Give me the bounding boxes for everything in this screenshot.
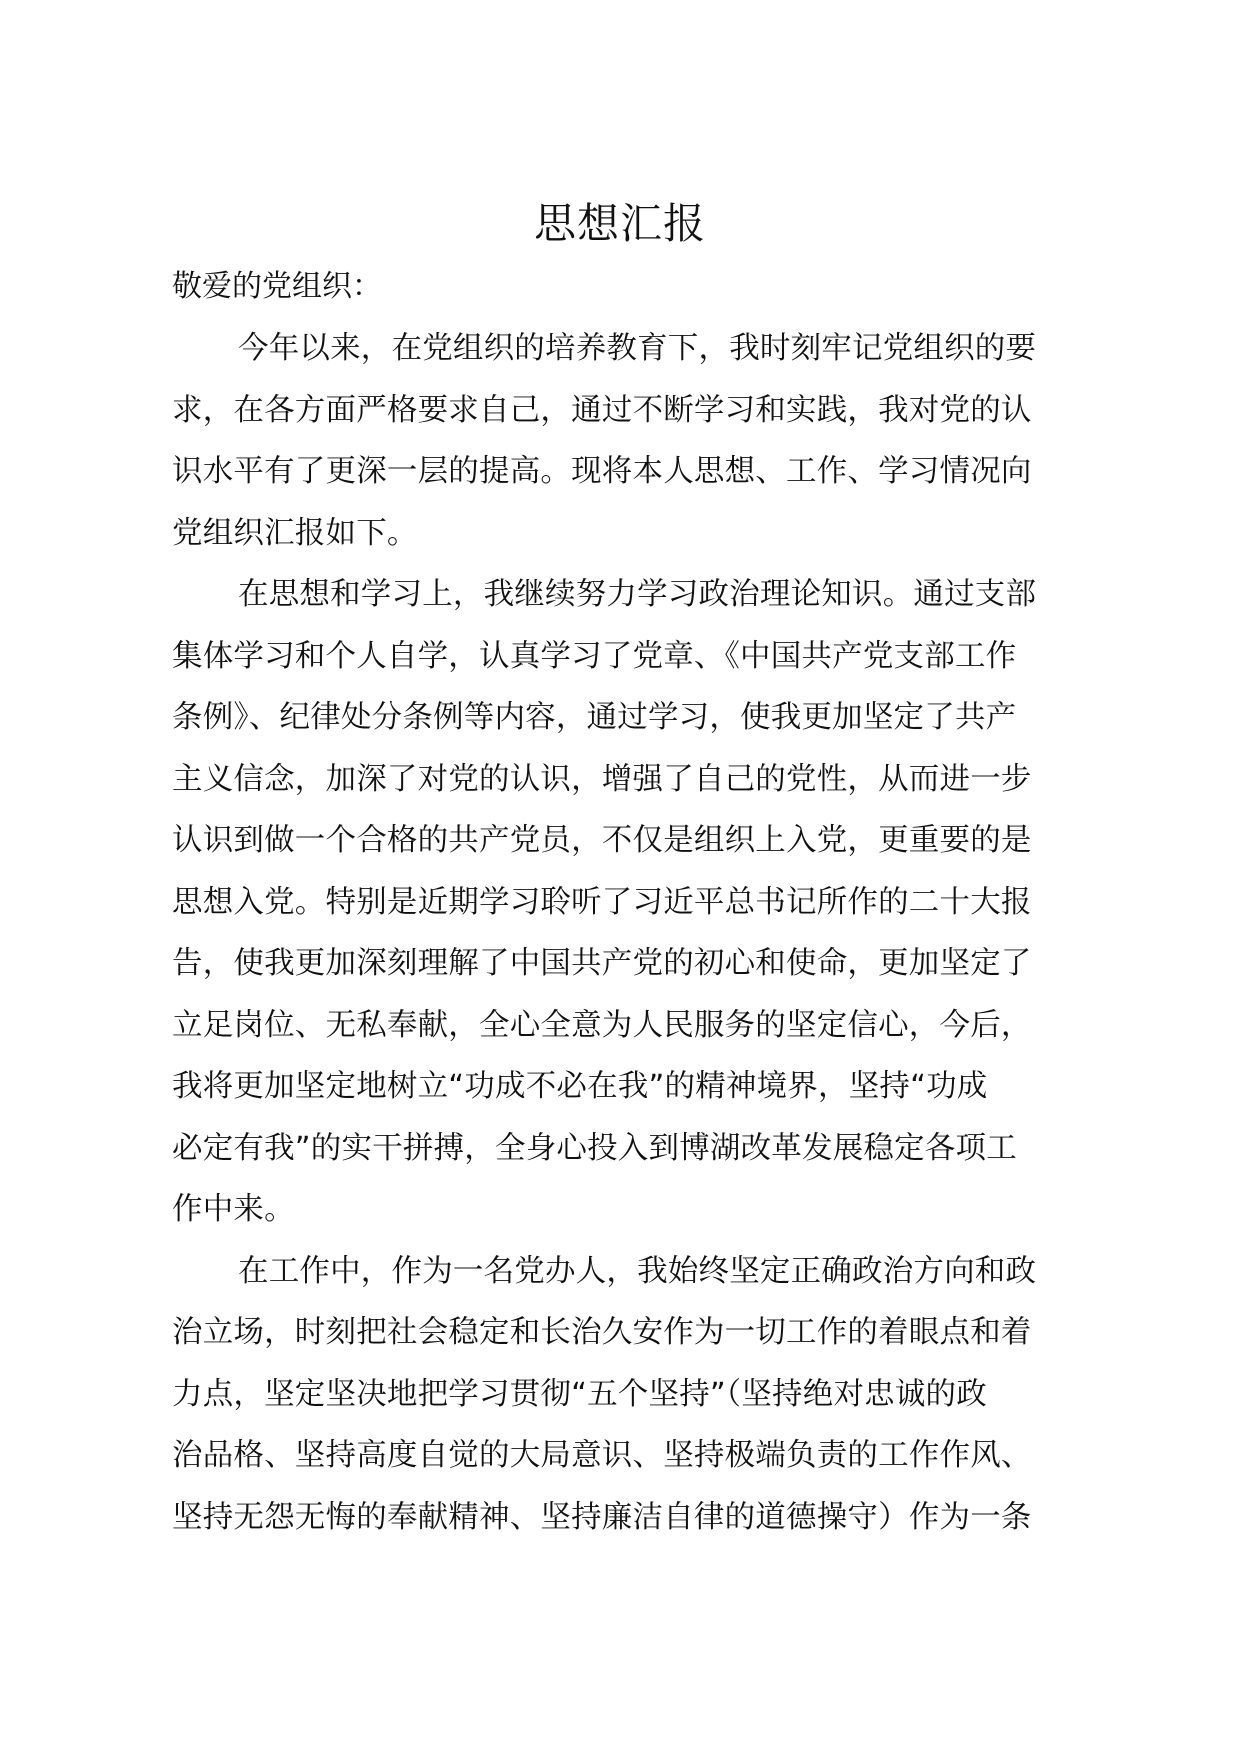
document-body — [172, 318, 1082, 1548]
body-line: 思想入党。特别是近期学习聆听了习近平总书记所作的二十大报 — [172, 884, 1032, 920]
body-line: 条例》、纪律处分条例等内容，通过学习，使我更加坚定了共产 — [172, 700, 1017, 735]
body-line: 我将更加坚定地树立“功成不必在我”的精神境界，坚持“功成 — [172, 1069, 988, 1104]
body-line: 力点，坚定坚决地把学习贯彻“五个坚持”（坚持绝对忠诚的政 — [172, 1376, 987, 1412]
body-line: 在工作中，作为一名党办人，我始终坚定正确政治方向和政 — [238, 1253, 1037, 1289]
body-line: 治立场，时刻把社会稳定和长治久安作为一切工作的着眼点和着 — [172, 1315, 1032, 1350]
body-line: 作中来。 — [172, 1192, 295, 1227]
body-line: 坚持无怨无悔的奉献精神、坚持廉洁自律的道德操守）作为一条 — [172, 1499, 1032, 1535]
body-line: 认识到做一个合格的共产党员，不仅是组织上入党，更重要的是 — [172, 823, 1032, 858]
body-line: 治品格、坚持高度自觉的大局意识、坚持极端负责的工作作风、 — [172, 1438, 1032, 1473]
body-line: 在思想和学习上，我继续努力学习政治理论知识。通过支部 — [238, 577, 1037, 612]
body-line: 告，使我更加深刻理解了中国共产党的初心和使命，更加坚定了 — [172, 946, 1032, 981]
body-line: 今年以来，在党组织的培养教育下，我时刻牢记党组织的要 — [238, 331, 1037, 366]
body-line: 主义信念，加深了对党的认识，增强了自己的党性，从而进一步 — [172, 761, 1032, 797]
body-line: 党组织汇报如下。 — [172, 515, 418, 551]
body-line: 集体学习和个人自学，认真学习了党章、《中国共产党支部工作 — [172, 638, 1017, 674]
body-line: 求，在各方面严格要求自己，通过不断学习和实践，我对党的认 — [172, 392, 1032, 428]
salutation: 敬爱的党组织： — [172, 269, 382, 304]
document-title: 思想汇报 — [533, 199, 706, 248]
body-line: 立足岗位、无私奉献，全心全意为人民服务的坚定信心，今后， — [172, 1007, 1032, 1043]
body-line: 识水平有了更深一层的提高。现将本人思想、工作、学习情况向 — [172, 454, 1032, 489]
body-line: 必定有我”的实干拼搏，全身心投入到博湖改革发展稳定各项工 — [172, 1130, 1017, 1166]
